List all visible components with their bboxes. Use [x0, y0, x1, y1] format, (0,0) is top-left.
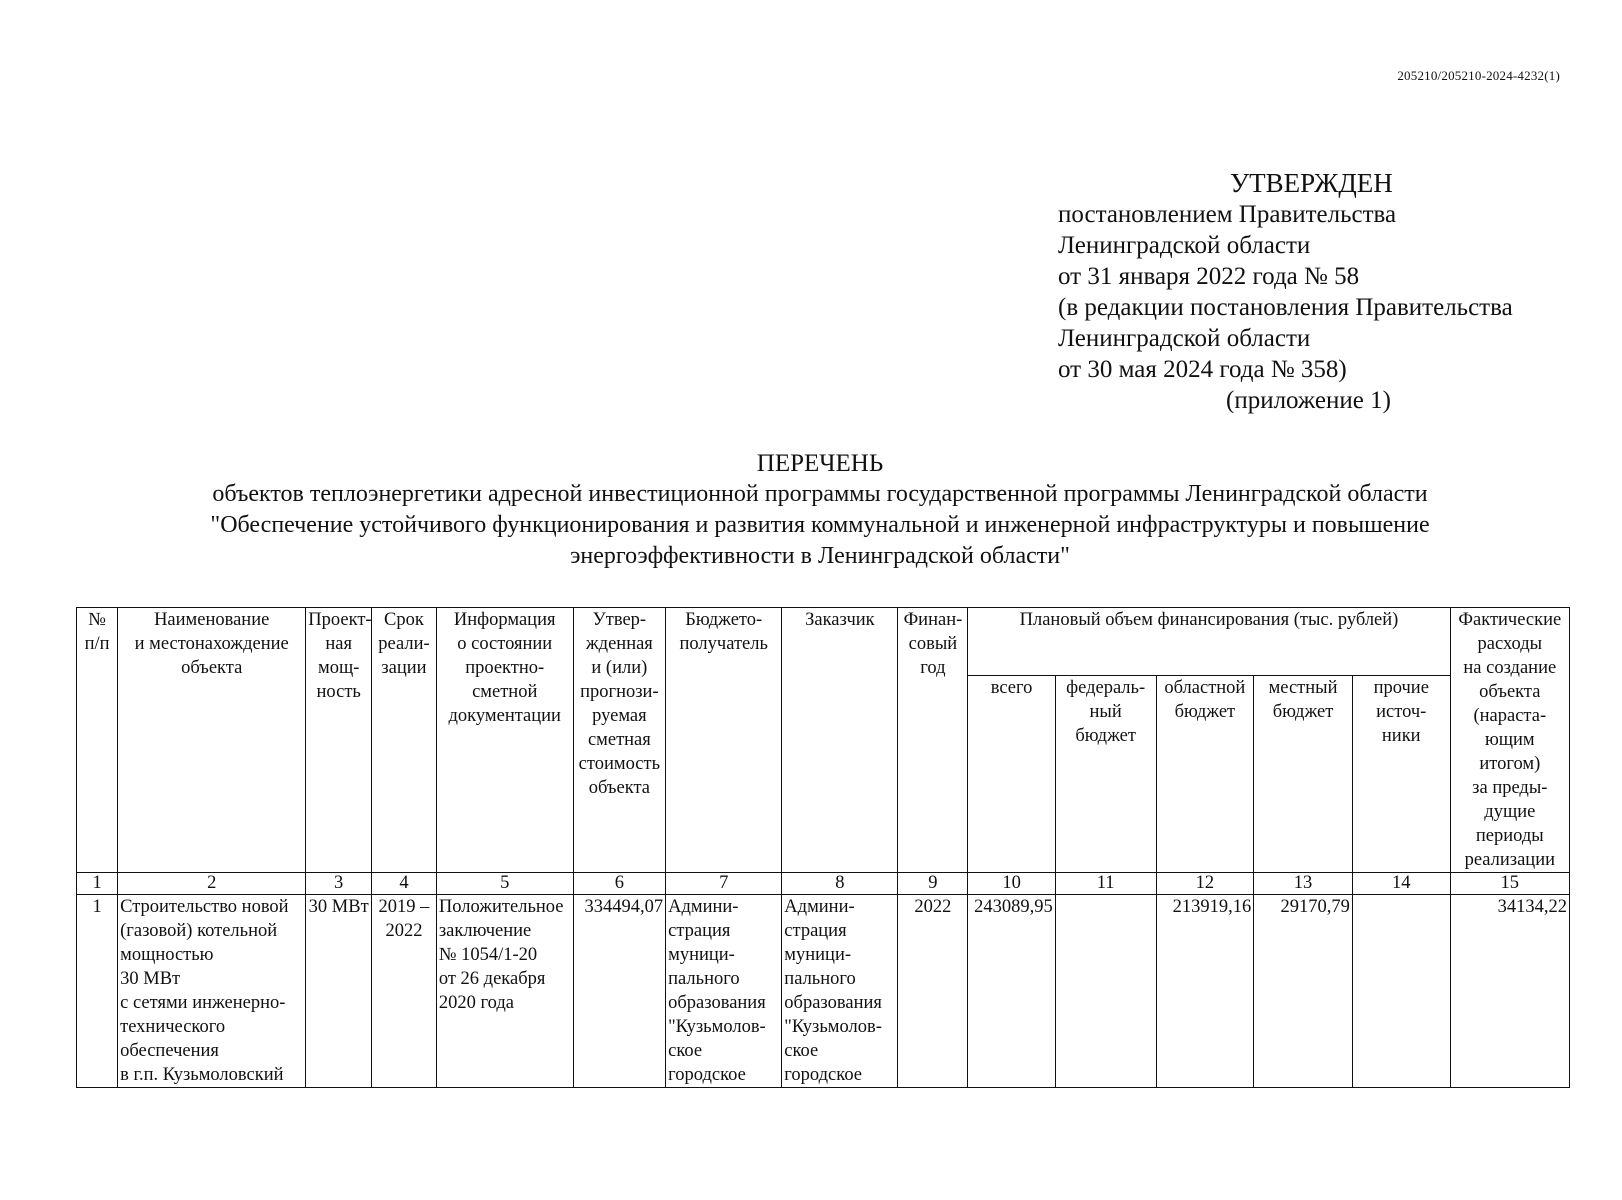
approval-line: Ленинградской области — [1058, 325, 1311, 352]
cell-cost: 334494,07 — [573, 895, 666, 1088]
approval-line: постановлением Правительства — [1058, 201, 1397, 228]
header-federal: федераль- ный бюджет — [1055, 675, 1156, 872]
column-number: 11 — [1055, 873, 1156, 895]
column-number: 9 — [898, 873, 968, 895]
cell-year: 2022 — [898, 895, 968, 1088]
approval-line: от 31 января 2022 года № 58 — [1058, 263, 1360, 290]
header-year: Финан- совый год — [898, 608, 968, 873]
column-number: 7 — [666, 873, 782, 895]
cell-regional: 213919,16 — [1156, 895, 1254, 1088]
heading-line: "Обеспечение устойчивого функционирования и развития коммунальной и инженерной инфраструктуры и повышение — [210, 512, 1430, 538]
cell-num: 1 — [77, 895, 118, 1088]
column-number: 5 — [436, 873, 573, 895]
approval-stamp — [1058, 168, 1598, 416]
approval-line: Ленинградской области — [1058, 232, 1311, 259]
cell-local: 29170,79 — [1254, 895, 1353, 1088]
header-cost: Утвер- жденная и (или) прогнози- руемая сметная стоимость объекта — [573, 608, 666, 873]
column-number: 14 — [1352, 873, 1450, 895]
header-capacity: Проект- ная мощ- ность — [306, 608, 372, 873]
header-name: Наименование и местонахождение объекта — [118, 608, 306, 873]
header-actual: Фактические расходы на создание объекта (нараста- ющим итогом) за преды- дущие периоды реализации — [1450, 608, 1569, 873]
cell-name: Строительство новой (газовой) котельной мощностью 30 МВт с сетями инженерно- технического обеспечения в г.п. Кузьмоловский — [118, 895, 306, 1088]
objects-table — [76, 607, 1570, 1088]
header-recipient: Бюджето- получатель — [666, 608, 782, 873]
table-row — [77, 895, 1570, 1088]
cell-customer: Админи- страция муници- пального образования "Кузьмолов- ское городское — [782, 895, 898, 1088]
cell-term: 2019 – 2022 — [372, 895, 437, 1088]
approval-title: УТВЕРЖДЕН — [1230, 168, 1393, 198]
cell-capacity: 30 МВт — [306, 895, 372, 1088]
column-number: 10 — [968, 873, 1055, 895]
cell-total: 243089,95 — [968, 895, 1055, 1088]
document-id: 205210/205210-2024-4232(1) — [1397, 68, 1560, 83]
column-number: 12 — [1156, 873, 1254, 895]
cell-psd: Положительное заключение № 1054/1-20 от 26 декабря 2020 года — [436, 895, 573, 1088]
header-local: местный бюджет — [1254, 675, 1353, 872]
header-regional: областной бюджет — [1156, 675, 1254, 872]
document-heading — [150, 448, 1490, 572]
header-customer: Заказчик — [782, 608, 898, 873]
header-other: прочие источ- ники — [1352, 675, 1450, 872]
column-number: 13 — [1254, 873, 1353, 895]
column-number: 3 — [306, 873, 372, 895]
cell-recipient: Админи- страция муници- пального образования "Кузьмолов- ское городское — [666, 895, 782, 1088]
column-number: 8 — [782, 873, 898, 895]
heading-line: энергоэффективности в Ленинградской области" — [570, 543, 1070, 569]
header-psd: Информация о состоянии проектно- сметной документации — [436, 608, 573, 873]
column-number-row — [77, 873, 1570, 895]
cell-federal — [1055, 895, 1156, 1088]
approval-appendix: (приложение 1) — [1226, 387, 1391, 414]
cell-other — [1352, 895, 1450, 1088]
column-number: 6 — [573, 873, 666, 895]
heading-line: объектов теплоэнергетики адресной инвестиционной программы государственной программы Ленинградской области — [212, 481, 1428, 507]
column-number: 1 — [77, 873, 118, 895]
table-header-row — [77, 608, 1570, 676]
heading-title: ПЕРЕЧЕНЬ — [756, 450, 884, 477]
cell-actual: 34134,22 — [1450, 895, 1569, 1088]
header-total: всего — [968, 675, 1055, 872]
header-num: № п/п — [77, 608, 118, 873]
approval-line: от 30 мая 2024 года № 358) — [1058, 356, 1347, 383]
header-term: Срок реали- зации — [372, 608, 437, 873]
column-number: 4 — [372, 873, 437, 895]
column-number: 2 — [118, 873, 306, 895]
column-number: 15 — [1450, 873, 1569, 895]
header-funding-group: Плановый объем финансирования (тыс. рублей) — [968, 608, 1450, 676]
approval-line: (в редакции постановления Правительства — [1058, 294, 1513, 321]
